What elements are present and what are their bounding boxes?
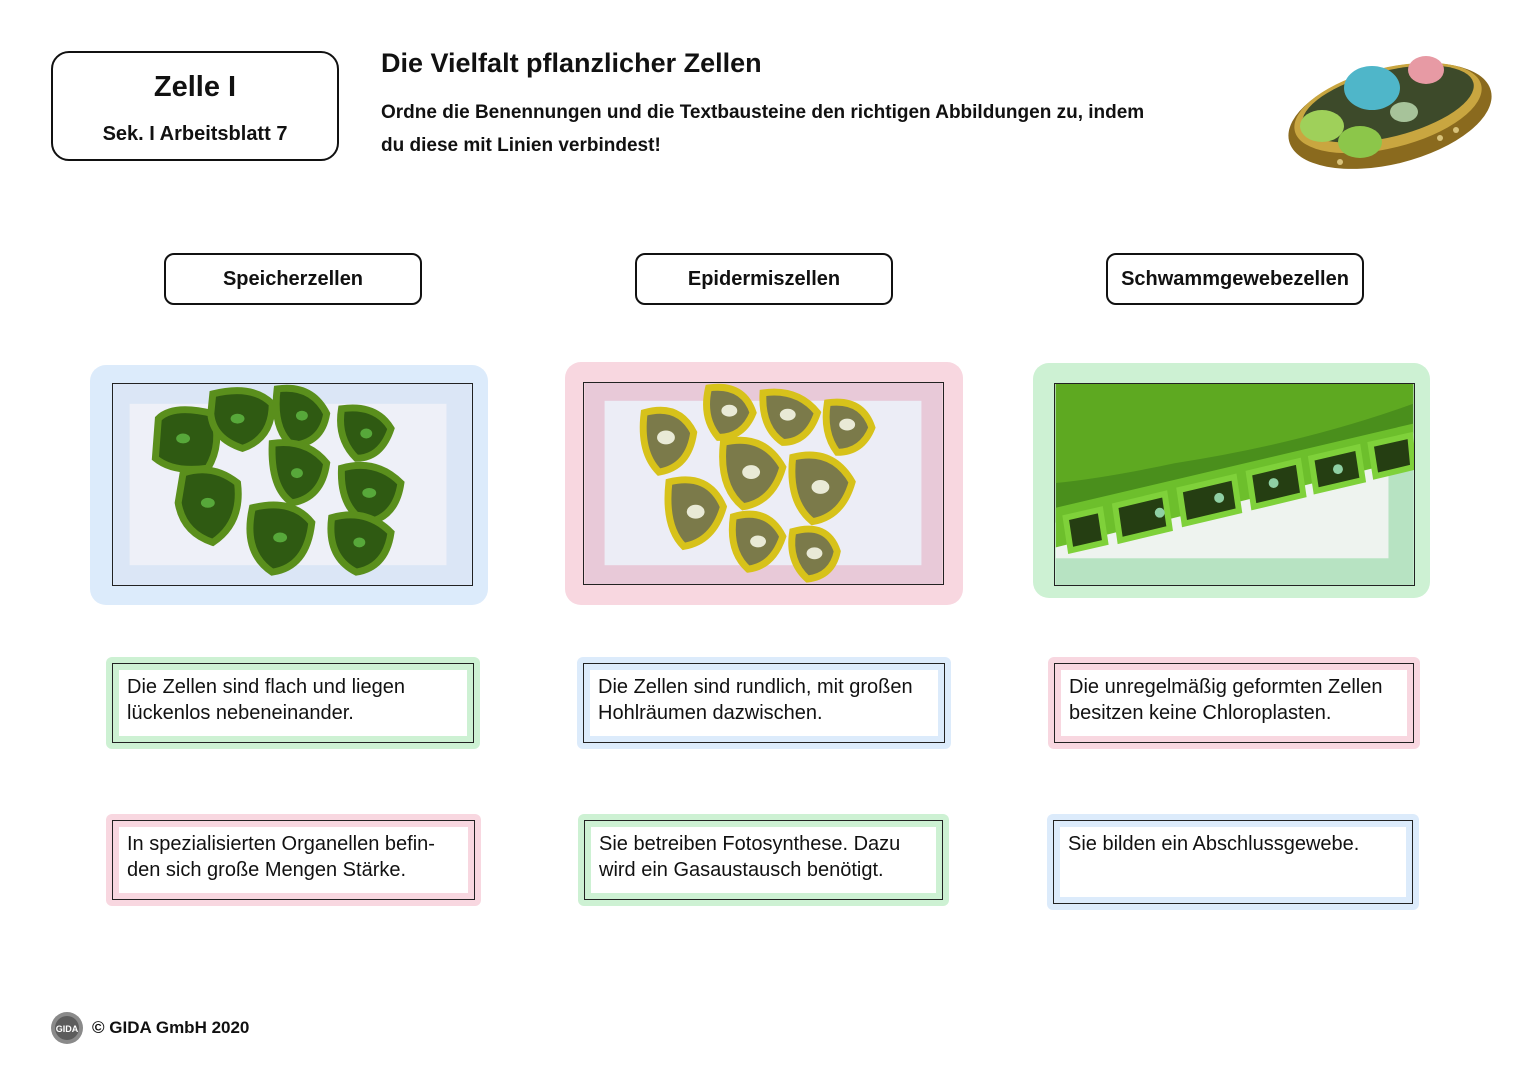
text-box-row2-2[interactable] [578,814,949,906]
text-box-row1-3[interactable] [1048,657,1420,749]
text-fotosynthese: Sie betreiben Fotosynthese. Dazu wird ein Gasaustausch benötigt. [584,820,943,900]
gida-logo-text: GIDA [55,1024,79,1034]
worksheet-title: Zelle I [153,71,237,103]
text-abschlussgewebe: Sie bilden ein Abschlussgewebe. [1053,820,1413,904]
cell-picture-2 [583,382,944,585]
picture-frame-2[interactable] [565,362,963,605]
text-box-row1-2[interactable] [577,657,951,749]
name-box-speicherzellen[interactable]: Speicherzellen [164,253,422,305]
instruction-text: Ordne die Benennungen und die Textbausteine den richtigen Abbildungen zu, indem du diese mit Linien verbindest! [381,102,1145,156]
name-box-schwammgewebezellen[interactable]: Schwammgewebezellen [1106,253,1364,305]
name-box-epidermiszellen[interactable]: Epidermiszellen [635,253,893,305]
picture-frame-3[interactable] [1033,363,1430,598]
epidermis-cells-image [1055,384,1414,585]
title-box [51,51,339,161]
worksheet-subtitle: Sek. I Arbeitsblatt 7 [102,123,288,145]
text-keine-chloroplasten: Die unregelmäßig geformten Zellen besitzen keine Chloroplasten. [1054,663,1414,743]
yellow-cells-image [584,383,943,584]
page-heading: Die Vielfalt pflanzlicher Zellen [381,48,762,78]
text-staerke: In spezialisierten Organellen befin-den sich große Mengen Stärke. [112,820,475,900]
cell-picture-1 [112,383,473,586]
text-flach-lueckenlos: Die Zellen sind flach und liegen lückenlos nebeneinander. [112,663,474,743]
gida-logo-icon [50,1011,84,1045]
text-box-row2-3[interactable] [1047,814,1419,910]
copyright-text: © GIDA GmbH 2020 [92,1018,250,1037]
text-box-row1-1[interactable] [106,657,480,749]
picture-frame-1[interactable] [90,365,488,605]
green-cells-image [113,384,472,585]
text-box-row2-1[interactable] [106,814,481,906]
footer [50,1011,249,1045]
cell-picture-3 [1054,383,1415,586]
text-rundlich-hohlraeume: Die Zellen sind rundlich, mit großen Hohlräumen dazwischen. [583,663,945,743]
plant-cell-illustration [1280,30,1494,170]
